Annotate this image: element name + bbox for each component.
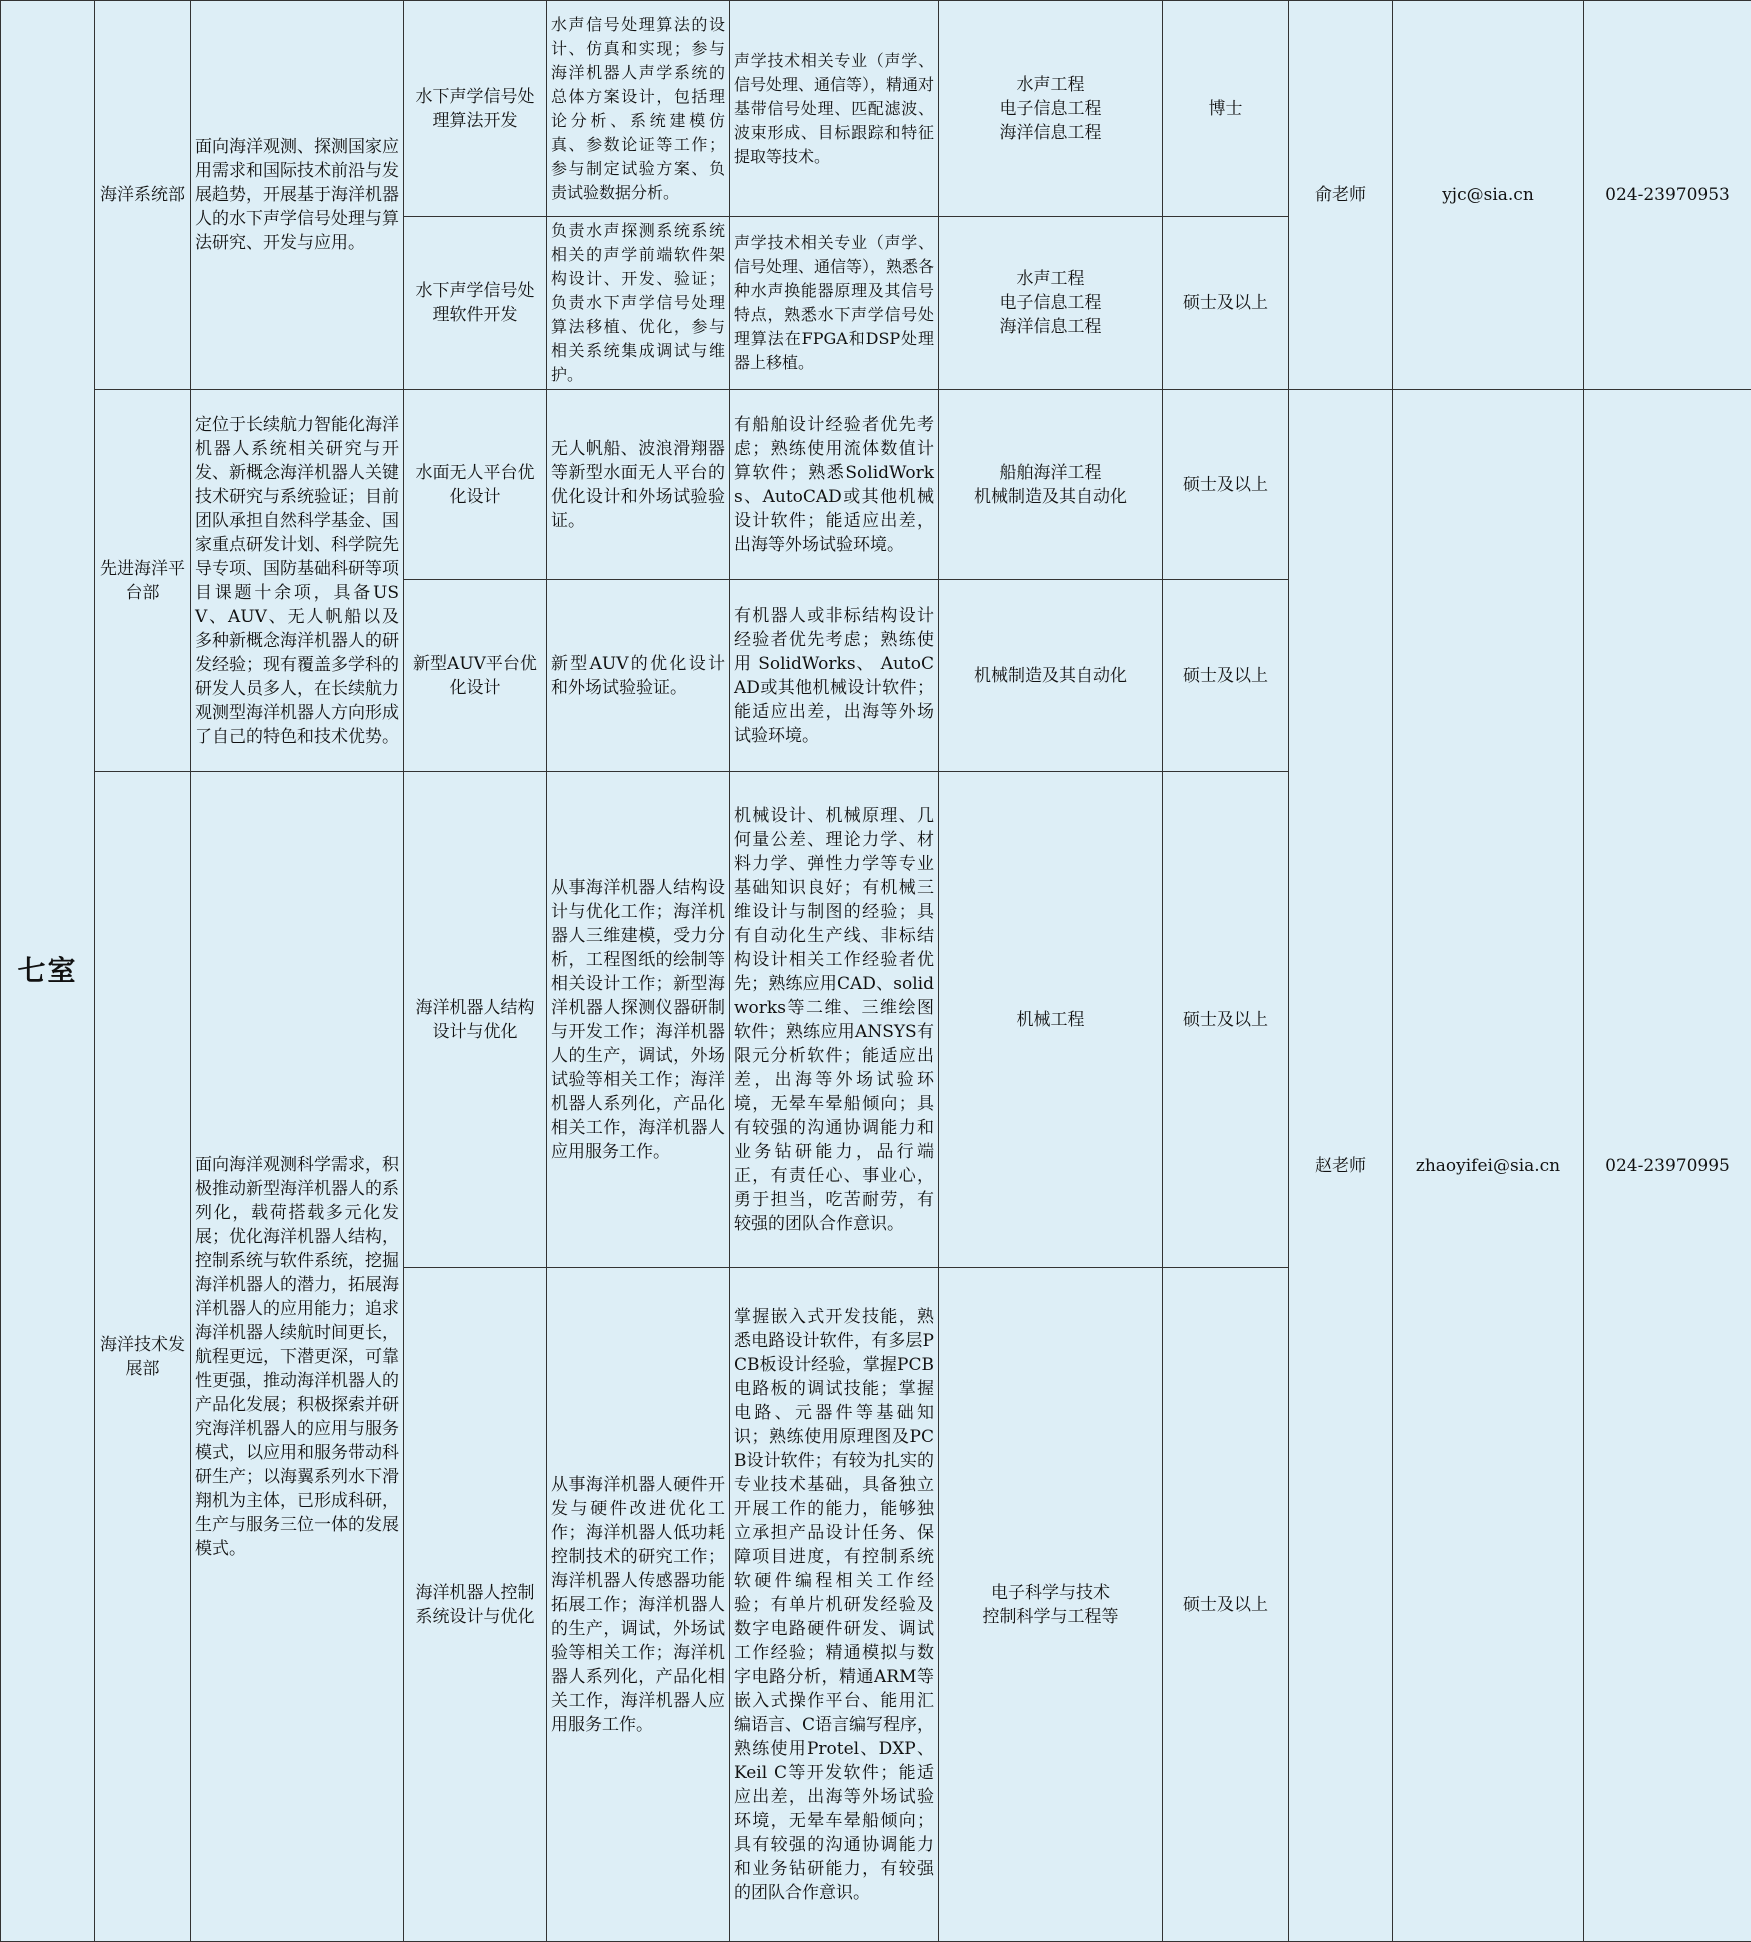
department-name: 海洋系统部 bbox=[95, 1, 191, 390]
major: 机械制造及其自动化 bbox=[943, 664, 1158, 688]
position-requirements: 有船舶设计经验者优先考虑；熟练使用流体数值计算软件；熟悉SolidWorks、AutoCAD或其他机械设计软件；能适应出差，出海等外场试验环境。 bbox=[730, 390, 939, 580]
position-majors bbox=[939, 772, 1163, 1268]
table-row bbox=[1, 1, 1751, 217]
major: 海洋信息工程 bbox=[943, 315, 1158, 339]
position-duties: 负责水声探测系统系统相关的声学前端软件架构设计、开发、验证；负责水下声学信号处理算法移植、优化，参与相关系统集成调试与维护。 bbox=[547, 217, 730, 390]
position-title: 水下声学信号处理算法开发 bbox=[404, 1, 547, 217]
department-name: 先进海洋平台部 bbox=[95, 390, 191, 772]
position-degree: 博士 bbox=[1163, 1, 1289, 217]
position-title: 海洋机器人结构设计与优化 bbox=[404, 772, 547, 1268]
contact-email[interactable]: yjc@sia.cn bbox=[1393, 1, 1584, 390]
contact-email[interactable]: zhaoyifei@sia.cn bbox=[1393, 390, 1584, 1942]
position-duties: 无人帆船、波浪滑翔器等新型水面无人平台的优化设计和外场试验验证。 bbox=[547, 390, 730, 580]
position-degree: 硕士及以上 bbox=[1163, 217, 1289, 390]
major: 水声工程 bbox=[943, 73, 1158, 97]
position-degree: 硕士及以上 bbox=[1163, 580, 1289, 772]
position-majors bbox=[939, 1, 1163, 217]
position-requirements: 掌握嵌入式开发技能，熟悉电路设计软件，有多层PCB板设计经验，掌握PCB电路板的调试技能；掌握电路、元器件等基础知识；熟练使用原理图及PCB设计软件；有较为扎实的专业技术基础，具备独立开展工作的能力，能够独立承担产品设计任务、保障项目进度，有控制系统软硬件编程相关工作经验；有单片机研发经验及数字电路硬件研发、调试工作经验；精通模拟与数字电路分析，精通ARM等嵌入式操作平台、能用汇编语言、C语言编写程序，熟练使用Protel、DXP、Keil C等开发软件；能适应出差，出海等外场试验环境，无晕车晕船倾向；具有较强的沟通协调能力和业务钻研能力，有较强的团队合作意识。 bbox=[730, 1268, 939, 1942]
major: 机械制造及其自动化 bbox=[943, 485, 1158, 509]
position-majors bbox=[939, 217, 1163, 390]
position-title: 海洋机器人控制系统设计与优化 bbox=[404, 1268, 547, 1942]
department-description: 面向海洋观测、探测国家应用需求和国际技术前沿与发展趋势，开展基于海洋机器人的水下声学信号处理与算法研究、开发与应用。 bbox=[191, 1, 404, 390]
position-title: 水下声学信号处理软件开发 bbox=[404, 217, 547, 390]
room-label: 七室 bbox=[1, 1, 95, 1942]
position-degree: 硕士及以上 bbox=[1163, 390, 1289, 580]
contact-phone: 024-23970953 bbox=[1584, 1, 1751, 390]
position-requirements: 机械设计、机械原理、几何量公差、理论力学、材料力学、弹性力学等专业基础知识良好；有机械三维设计与制图的经验；具有自动化生产线、非标结构设计相关工作经验者优先；熟练应用CAD、solidworks等二维、三维绘图软件；熟练应用ANSYS有限元分析软件；能适应出差，出海等外场试验环境，无晕车晕船倾向；具有较强的沟通协调能力和业务钻研能力，品行端正，有责任心、事业心，勇于担当，吃苦耐劳，有较强的团队合作意识。 bbox=[730, 772, 939, 1268]
position-degree: 硕士及以上 bbox=[1163, 772, 1289, 1268]
position-majors bbox=[939, 1268, 1163, 1942]
contact-name: 赵老师 bbox=[1289, 390, 1393, 1942]
major: 电子信息工程 bbox=[943, 291, 1158, 315]
major: 船舶海洋工程 bbox=[943, 461, 1158, 485]
major: 电子科学与技术 bbox=[943, 1581, 1158, 1605]
position-requirements: 有机器人或非标结构设计经验者优先考虑；熟练使用 SolidWorks、 AutoCAD或其他机械设计软件；能适应出差，出海等外场试验环境。 bbox=[730, 580, 939, 772]
position-requirements: 声学技术相关专业（声学、信号处理、通信等），熟悉各种水声换能器原理及其信号特点，熟悉水下声学信号处理算法在FPGA和DSP处理器上移植。 bbox=[730, 217, 939, 390]
major: 水声工程 bbox=[943, 267, 1158, 291]
position-title: 新型AUV平台优化设计 bbox=[404, 580, 547, 772]
position-majors bbox=[939, 580, 1163, 772]
major: 机械工程 bbox=[943, 1008, 1158, 1032]
position-title: 水面无人平台优化设计 bbox=[404, 390, 547, 580]
position-duties: 从事海洋机器人硬件开发与硬件改进优化工作；海洋机器人低功耗控制技术的研究工作；海洋机器人传感器功能拓展工作；海洋机器人的生产，调试，外场试验等相关工作；海洋机器人系列化，产品化相关工作，海洋机器人应用服务工作。 bbox=[547, 1268, 730, 1942]
position-duties: 水声信号处理算法的设计、仿真和实现；参与海洋机器人声学系统的总体方案设计，包括理论分析、系统建模仿真、参数论证等工作；参与制定试验方案、负责试验数据分析。 bbox=[547, 1, 730, 217]
contact-phone: 024-23970995 bbox=[1584, 390, 1751, 1942]
position-duties: 从事海洋机器人结构设计与优化工作；海洋机器人三维建模，受力分析，工程图纸的绘制等相关设计工作；新型海洋机器人探测仪器研制与开发工作；海洋机器人的生产，调试，外场试验等相关工作；海洋机器人系列化，产品化相关工作，海洋机器人应用服务工作。 bbox=[547, 772, 730, 1268]
position-majors bbox=[939, 390, 1163, 580]
position-duties: 新型AUV的优化设计和外场试验验证。 bbox=[547, 580, 730, 772]
department-description: 定位于长续航力智能化海洋机器人系统相关研究与开发、新概念海洋机器人关键技术研究与系统验证；目前团队承担自然科学基金、国家重点研发计划、科学院先导专项、国防基础科研等项目课题十余项，具备USV、AUV、无人帆船以及多种新概念海洋机器人的研发经验；现有覆盖多学科的研发人员多人，在长续航力观测型海洋机器人方向形成了自己的特色和技术优势。 bbox=[191, 390, 404, 772]
contact-name: 俞老师 bbox=[1289, 1, 1393, 390]
table-row bbox=[1, 390, 1751, 580]
major: 电子信息工程 bbox=[943, 97, 1158, 121]
position-degree: 硕士及以上 bbox=[1163, 1268, 1289, 1942]
position-requirements: 声学技术相关专业（声学、信号处理、通信等），精通对基带信号处理、匹配滤波、波束形成、目标跟踪和特征提取等技术。 bbox=[730, 1, 939, 217]
major: 控制科学与工程等 bbox=[943, 1605, 1158, 1629]
major: 海洋信息工程 bbox=[943, 121, 1158, 145]
department-description: 面向海洋观测科学需求，积极推动新型海洋机器人的系列化，载荷搭载多元化发展；优化海洋机器人结构，控制系统与软件系统，挖掘海洋机器人的潜力，拓展海洋机器人的应用能力；追求海洋机器人续航时间更长，航程更远，下潜更深，可靠性更强，推动海洋机器人的产品化发展；积极探索并研究海洋机器人的应用与服务模式，以应用和服务带动科研生产；以海翼系列水下滑翔机为主体，已形成科研，生产与服务三位一体的发展模式。 bbox=[191, 772, 404, 1942]
department-name: 海洋技术发展部 bbox=[95, 772, 191, 1942]
